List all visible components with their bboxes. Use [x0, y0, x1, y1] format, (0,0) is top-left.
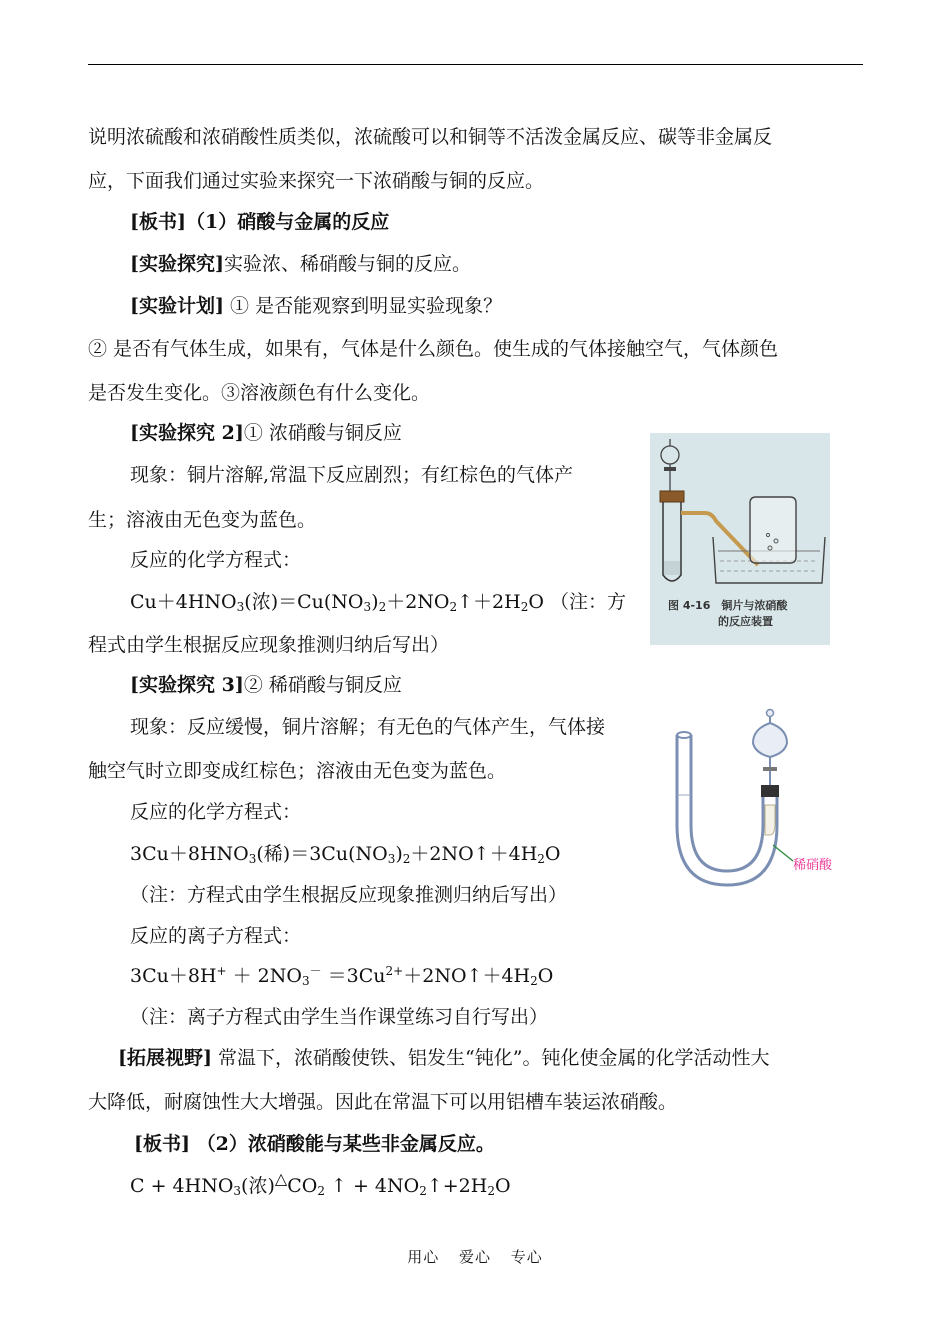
plan-line-2: ② 是否有气体生成，如果有，气体是什么颜色。使生成的气体接触空气，气体颜色	[88, 338, 779, 360]
experiment-line	[130, 251, 471, 277]
exp3-heading	[130, 672, 402, 698]
equation-conc-nitric-copper: $Cu+4HNO_3$(浓)$=Cu(NO_3)_2+2NO_2↑+2H_2O$ （注：方	[130, 591, 626, 614]
plan-tag: [实验计划]	[130, 295, 224, 317]
ionic-equation-label: 反应的离子方程式：	[130, 925, 302, 947]
exp3-observation-2: 触空气时立即变成红棕色；溶液由无色变为蓝色。	[88, 760, 507, 782]
ionic-equation: $3Cu+8H^+ + 2NO_3^-$ $=3Cu^{2+}+2NO↑+4H_2O$	[130, 964, 554, 988]
plan-text-1: ① 是否能观察到明显实验现象？	[223, 295, 503, 317]
extension-text-1: 常温下，浓硝酸使铁、铝发生“钝化”。钝化使金属的化学活动性大	[211, 1047, 770, 1069]
board-tag-2: [板书]	[134, 1133, 190, 1155]
apparatus-illustration-1	[650, 433, 830, 645]
exp2-tag: [实验探究 2]	[130, 422, 244, 444]
equation-note-1: 程式由学生根据反应现象推测归纳后写出）	[88, 634, 450, 656]
exp2-observation-2: 生；溶液由无色变为蓝色。	[88, 509, 317, 531]
intro-line-2: 应，下面我们通过实验来探究一下浓硝酸与铜的反应。	[88, 170, 545, 192]
board-heading-1	[130, 209, 389, 235]
board-tag: [板书]	[130, 211, 186, 233]
apparatus-illustration-2	[665, 705, 850, 895]
exp2-text: ① 浓硝酸与铜反应	[243, 422, 402, 444]
exp3-observation-1: 现象：反应缓慢，铜片溶解；有无色的气体产生，气体接	[130, 716, 606, 738]
plan-line-1	[130, 293, 502, 319]
equation-label-2: 反应的化学方程式：	[130, 801, 302, 823]
board-heading-2	[134, 1131, 495, 1157]
board-text: （1）硝酸与金属的反应	[185, 211, 390, 233]
dilute-nitric-label: 稀硝酸	[793, 858, 833, 873]
ionic-equation-note: （注：离子方程式由学生当作课堂练习自行写出）	[130, 1006, 549, 1028]
extension-line-1	[118, 1045, 769, 1071]
figure-conc-nitric-apparatus	[650, 433, 830, 645]
intro-line-1: 说明浓硫酸和浓硝酸性质类似，浓硫酸可以和铜等不活泼金属反应、碳等非金属反	[88, 126, 773, 148]
exp2-observation-1: 现象：铜片溶解,常温下反应剧烈；有红棕色的气体产	[130, 464, 574, 486]
experiment-text: 实验浓、稀硝酸与铜的反应。	[223, 253, 471, 275]
board-text-2: （2）浓硝酸能与某些非金属反应。	[189, 1133, 495, 1155]
heat-delta-icon: △	[274, 1169, 288, 1188]
equation-dilute-nitric-copper: $3Cu+8HNO_3$(稀)$=3Cu(NO_3)_2+2NO↑+4H_2O$	[130, 843, 561, 866]
extension-tag: [拓展视野]	[118, 1047, 212, 1069]
experiment-tag: [实验探究]	[130, 253, 224, 275]
page-footer: 用心 爱心 专心	[407, 1248, 543, 1266]
figure-1-caption-line-1: 图 4-16 铜片与浓硝酸	[668, 599, 788, 612]
exp3-text: ② 稀硝酸与铜反应	[243, 674, 402, 696]
figure-1-caption-line-2: 的反应装置	[718, 615, 773, 628]
extension-line-2: 大降低，耐腐蚀性大大增强。因此在常温下可以用铝槽车装运浓硝酸。	[88, 1091, 678, 1113]
figure-dilute-nitric-u-tube	[665, 705, 850, 895]
equation-carbon-nitric: $C + 4HNO_3$(浓)$^\triangle CO_2$ ↑ + $4NO_2↑+2H_2O$	[130, 1169, 511, 1198]
exp3-tag: [实验探究 3]	[130, 674, 244, 696]
equation-note-2: （注：方程式由学生根据反应现象推测归纳后写出）	[130, 884, 568, 906]
plan-line-3: 是否发生变化。③溶液颜色有什么变化。	[88, 382, 431, 404]
exp2-heading	[130, 420, 402, 446]
header-rule	[88, 64, 863, 65]
equation-label-1: 反应的化学方程式：	[130, 549, 302, 571]
